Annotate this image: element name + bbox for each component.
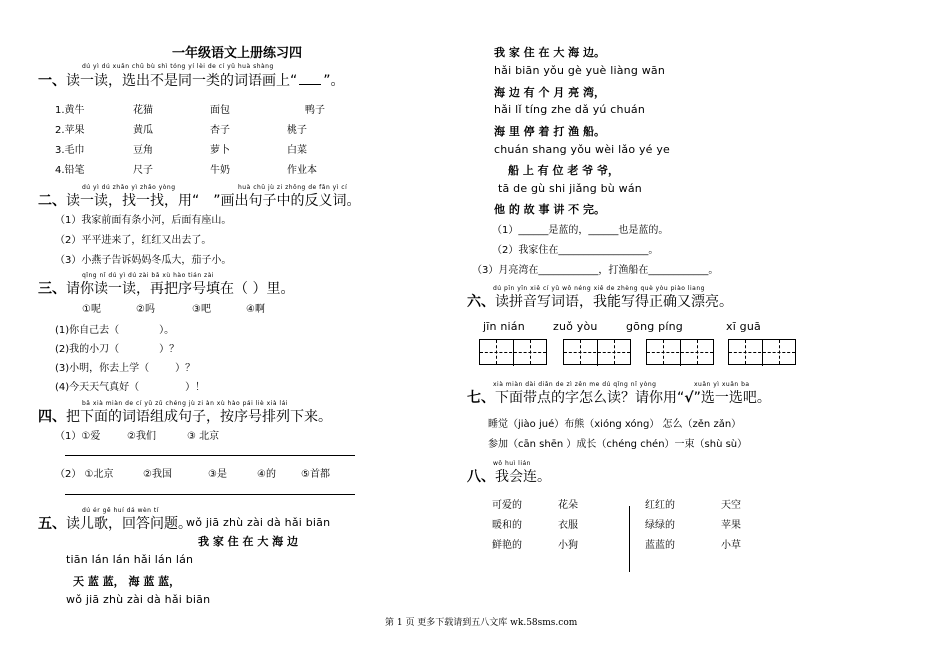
match-item[interactable]: 绿绿的 <box>645 520 675 531</box>
poem-pinyin: tiān lán lán hǎi lán lán <box>66 553 194 566</box>
s6-number: 六、 <box>467 294 495 310</box>
writing-box[interactable] <box>479 339 547 365</box>
word: 黄瓜 <box>133 125 153 136</box>
word: 1.黄牛 <box>55 105 85 116</box>
s6-heading <box>467 291 733 311</box>
s5-number: 五、 <box>38 516 66 532</box>
s3-item-b: ）？ <box>175 363 196 374</box>
word: 面包 <box>210 105 230 116</box>
s2-text-a: 读一读，找一找，用“ <box>66 193 200 209</box>
match-item[interactable]: 小狗 <box>558 540 578 551</box>
check-mark-icon: √ <box>684 390 694 406</box>
poem-line: 我 家 住 在 大 海 边 <box>198 535 298 548</box>
s7-text-a: 下面带点的字怎么读？请你用“ <box>495 390 685 406</box>
s1-number: 一、 <box>38 73 66 89</box>
match-item[interactable]: 苹果 <box>721 520 741 531</box>
s7-row: 睡觉（jiào jué）布熊（xióng xóng） 怎么（zěn zǎn） <box>488 419 742 430</box>
match-item[interactable]: 鲜艳的 <box>492 540 522 551</box>
s6-word-pinyin: xī guā <box>726 320 761 333</box>
s3-item <box>55 321 174 336</box>
s4-pinyin: bǎ xià miàn de cí yǔ zǔ chéng jù zi àn xù hào pái liè xià lái <box>82 400 288 407</box>
match-item[interactable]: 暖和的 <box>492 520 522 531</box>
s3-item <box>55 359 195 374</box>
word: ②我们 <box>127 431 156 442</box>
s3-item-a: (1)你自己去（ <box>55 325 120 336</box>
poem-pinyin: hǎi biān yǒu gè yuè liàng wān <box>494 64 666 77</box>
poem-pinyin: wǒ jiā zhù zài dà hǎi biān <box>66 593 211 606</box>
word: 牛奶 <box>210 165 230 176</box>
s3-number: 三、 <box>38 281 66 297</box>
s4-heading <box>38 406 332 426</box>
s3-item <box>55 378 205 393</box>
writing-box[interactable] <box>646 339 714 365</box>
poem-pinyin: tā de gù shi jiǎng bù wán <box>498 182 642 195</box>
s5-question: （1）______是蓝的，______也是蓝的。 <box>492 225 669 236</box>
option: ④啊 <box>246 304 265 315</box>
s6-text: 读拼音写词语，我能写得正确又漂亮。 <box>495 294 733 310</box>
writing-box[interactable] <box>728 339 796 365</box>
s3-item-b: ）！ <box>185 382 206 393</box>
s2-item: （2）平平进来了，红红又出去了。 <box>55 235 212 246</box>
word: ③是 <box>208 469 227 480</box>
match-item[interactable]: 红红的 <box>645 500 675 511</box>
s5-pinyin: dú ér gē huí dá wèn tí <box>82 507 159 514</box>
s5-question: （2）我家住在__________________。 <box>492 245 659 256</box>
match-item[interactable]: 蓝蓝的 <box>645 540 675 551</box>
s7-pinyin-b: xuǎn yì xuǎn ba <box>694 381 750 388</box>
writing-box[interactable] <box>563 339 631 365</box>
s8-pinyin: wǒ huì lián <box>493 460 531 467</box>
word: 桃子 <box>287 125 307 136</box>
match-item[interactable]: 可爱的 <box>492 500 522 511</box>
poem-line: 海 边 有 个 月 亮 湾， <box>494 86 605 99</box>
s2-item: （1）我家前面有条小河，后面有座山。 <box>55 215 232 226</box>
s8-number: 八、 <box>467 469 495 485</box>
s5-heading <box>38 513 192 533</box>
word: 花猫 <box>133 105 153 116</box>
s3-text: 请你读一读，再把序号填在（ ）里。 <box>66 281 295 297</box>
s3-item-a: (2)我的小刀（ <box>55 344 120 355</box>
s2-pinyin-a: dú yì dú zhǎo yì zhǎo yòng <box>82 184 176 191</box>
word: ④的 <box>257 469 276 480</box>
word: 4.铅笔 <box>55 165 85 176</box>
s7-text-b: ”选一选吧。 <box>693 390 771 406</box>
s5-question: （3）月亮湾在____________，打渔船在____________。 <box>472 265 719 276</box>
s3-item-a: (4)今天天气真好（ <box>55 382 140 393</box>
match-item[interactable]: 小草 <box>721 540 741 551</box>
s2-text-b: ”画出句子中的反义词。 <box>213 193 361 209</box>
s3-item-a: (3)小明，你去上学（ <box>55 363 150 374</box>
s7-number: 七、 <box>467 390 495 406</box>
s7-heading <box>467 387 771 407</box>
poem-pinyin: chuán shang yǒu wèi lǎo yé ye <box>494 143 670 156</box>
s4-text: 把下面的词语组成句子，按序号排列下来。 <box>66 409 332 425</box>
word: 白菜 <box>287 145 307 156</box>
s2-number: 二、 <box>38 193 66 209</box>
word: 萝卜 <box>210 145 230 156</box>
s3-item <box>55 340 179 355</box>
option: ②吗 <box>136 304 155 315</box>
s8-heading <box>467 466 551 486</box>
s2-item: （3）小燕子告诉妈妈冬瓜大，茄子小。 <box>55 255 232 266</box>
page-title: 一年级语文上册练习四 <box>172 46 303 61</box>
poem-line: 海 里 停 着 打 渔 船。 <box>494 125 605 138</box>
s7-row: 参加（cān shēn ）成长（chéng chén）一束（shù sù） <box>488 439 748 450</box>
word: 鸭子 <box>305 105 325 116</box>
poem-pinyin: wǒ jiā zhù zài dà hǎi biān <box>186 516 331 529</box>
match-item[interactable]: 天空 <box>721 500 741 511</box>
s6-word-pinyin: jīn nián <box>483 320 525 333</box>
match-item[interactable]: 花朵 <box>558 500 578 511</box>
divider <box>629 506 630 572</box>
word: 2.苹果 <box>55 125 85 136</box>
s6-pinyin: dú pīn yīn xiě cí yǔ wǒ néng xiě de zhèng què yòu piào liang <box>493 285 705 292</box>
poem-pinyin: hǎi lǐ tíng zhe dǎ yú chuán <box>494 103 646 116</box>
option: ①呢 <box>82 304 101 315</box>
s8-text: 我会连。 <box>495 469 551 485</box>
s7-pinyin-a: xià miàn dài diǎn de zì zěn me dú qǐng nǐ yòng <box>493 381 657 388</box>
word: ③ 北京 <box>187 431 220 442</box>
s3-heading <box>38 278 294 298</box>
s2-heading <box>38 190 361 210</box>
s6-word-pinyin: zuǒ yòu <box>553 320 598 333</box>
s1-end: ”。 <box>323 73 345 89</box>
s4-number: 四、 <box>38 409 66 425</box>
option: ③吧 <box>192 304 211 315</box>
s3-item-b: ）。 <box>159 325 175 336</box>
s1-pinyin: dú yì dú xuǎn chū bù shì tóng yí lèi de cí yǔ huà shàng <box>82 63 274 70</box>
word: （1）①爱 <box>55 431 101 442</box>
s1-blank <box>299 76 321 85</box>
word: ②我国 <box>143 469 172 480</box>
match-item[interactable]: 衣服 <box>558 520 578 531</box>
answer-line[interactable] <box>65 494 355 495</box>
word: 3.毛巾 <box>55 145 85 156</box>
word: （2） ①北京 <box>55 469 114 480</box>
word: 作业本 <box>287 165 317 176</box>
s2-pinyin-b: huà chū jù zi zhōng de fǎn yì cí <box>238 184 348 191</box>
word: 尺子 <box>133 165 153 176</box>
poem-line: 船 上 有 位 老 爷 爷， <box>508 164 619 177</box>
poem-line: 天 蓝 蓝， 海 蓝 蓝， <box>73 575 181 588</box>
s3-item-b: ）？ <box>159 344 180 355</box>
poem-line: 他 的 故 事 讲 不 完。 <box>494 203 605 216</box>
s1-text: 读一读，选出不是同一类的词语画上“ <box>66 73 298 89</box>
word: ⑤首都 <box>301 469 330 480</box>
word: 豆角 <box>133 145 153 156</box>
answer-line[interactable] <box>65 455 355 456</box>
s3-pinyin: qǐng nǐ dú yì dú zài bǎ xù hào tián zài <box>82 272 215 279</box>
s1-heading <box>38 70 345 90</box>
s6-word-pinyin: gōng píng <box>626 320 683 333</box>
word: 杏子 <box>210 125 230 136</box>
page-footer: 第 1 页 更多下载请到五八文库 wk.58sms.com <box>385 618 578 628</box>
s5-text: 读儿歌，回答问题。 <box>66 516 192 532</box>
poem-line: 我 家 住 在 大 海 边。 <box>494 46 605 59</box>
